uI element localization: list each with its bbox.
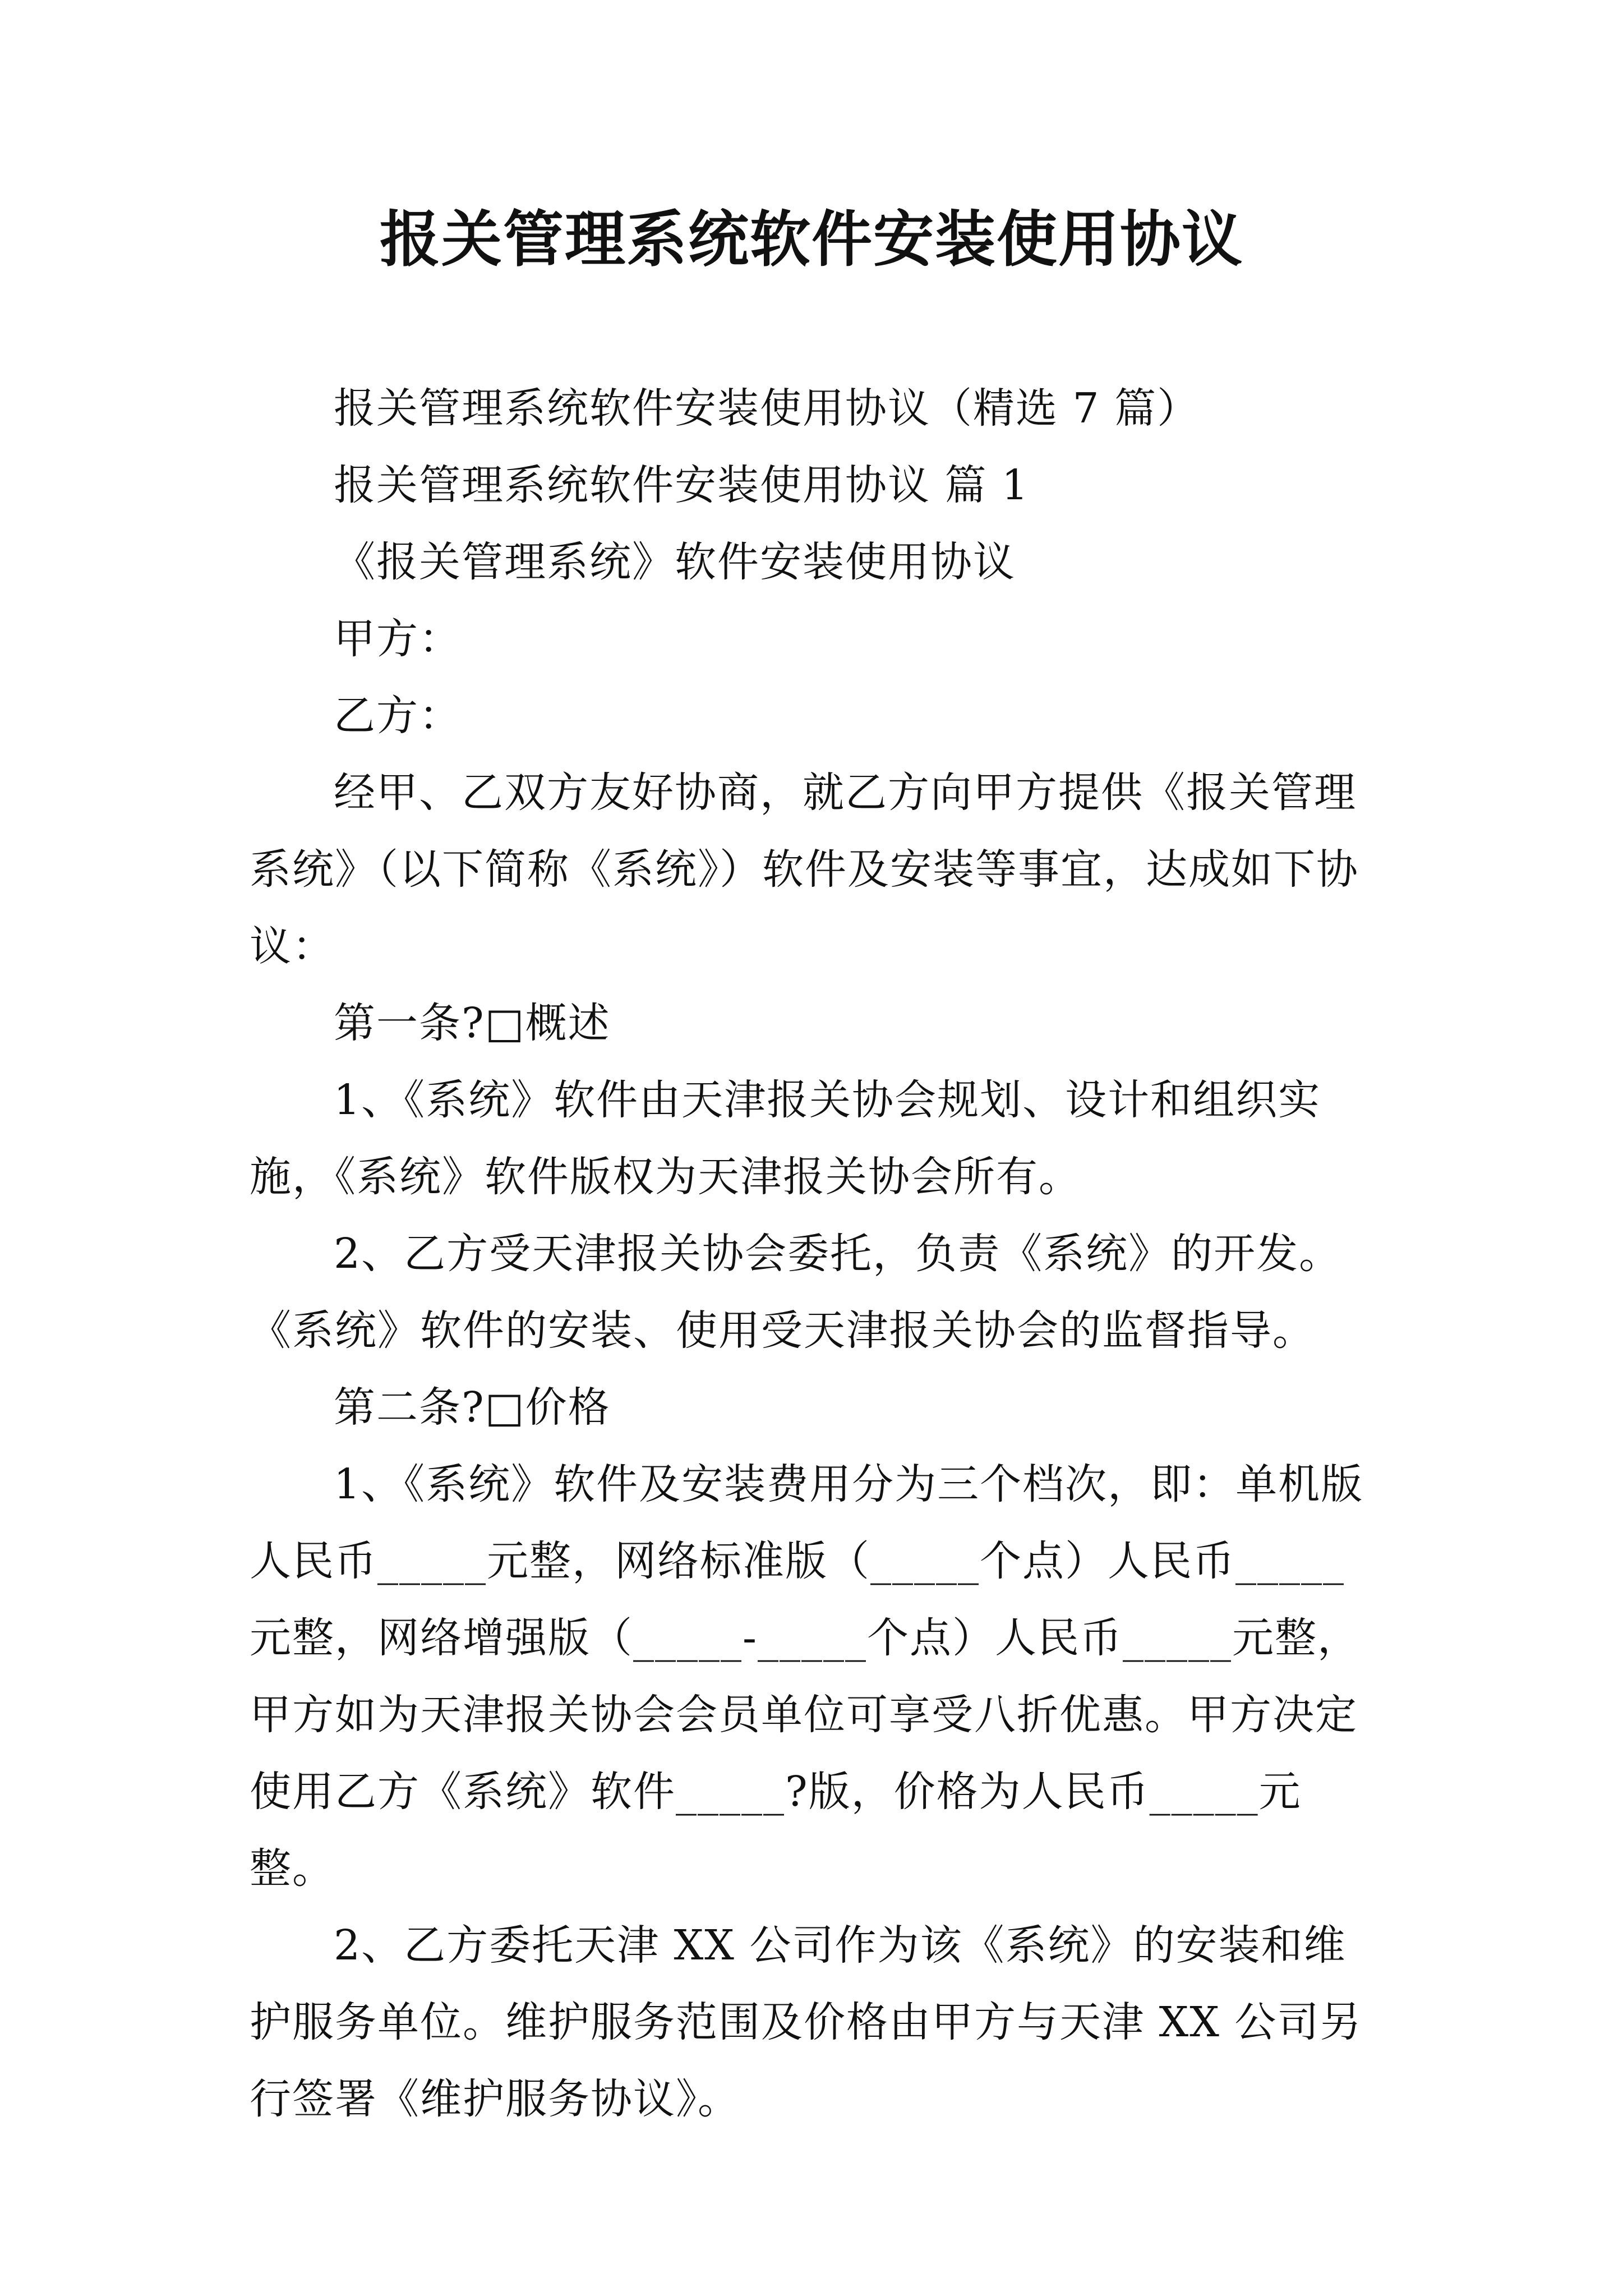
preamble-paragraph: 经甲、乙双方友好协商，就乙方向甲方提供《报关管理系统》（以下简称《系统》）软件及安装等事宜，达成如下协议：	[250, 769, 1359, 970]
section-heading-part-1: 报关管理系统软件安装使用协议 篇 1	[334, 461, 1030, 509]
subtitle-selected-7: 报关管理系统软件安装使用协议（精选 7 篇）	[334, 384, 1200, 432]
article-2-heading: 第二条?□价格	[334, 1383, 611, 1432]
article-2-clause-1: 1、《系统》软件及安装费用分为三个档次，即：单机版人民币_____元整，网络标准版（_____个点）人民币_____元整，网络增强版（_____-_____个点）人民币_____元整，甲方如为天津报关协会会员单位可享受八折优惠。甲方决定使用乙方《系统》软件_____?版，价格为人民币_____元整。	[250, 1460, 1364, 1893]
article-2-clause-2: 2、乙方委托天津 XX 公司作为该《系统》的安装和维护服务单位。维护服务范围及价格由甲方与天津 XX 公司另行签署《维护服务协议》。	[250, 1921, 1363, 2123]
article-1-clause-2: 2、乙方受天津报关协会委托，负责《系统》的开发。《系统》软件的安装、使用受天津报关协会的监督指导。	[250, 1230, 1342, 1355]
party-b-label: 乙方：	[334, 692, 462, 740]
party-a-label: 甲方：	[334, 615, 462, 663]
agreement-name: 《报关管理系统》软件安装使用协议	[334, 538, 1016, 586]
article-1-heading: 第一条?□概述	[334, 999, 611, 1047]
document-body	[250, 370, 1377, 2138]
article-1-clause-1: 1、《系统》软件由天津报关协会规划、设计和组织实施，《系统》软件版权为天津报关协会所有。	[250, 1076, 1321, 1201]
document-title: 报关管理系统软件安装使用协议	[379, 204, 1243, 275]
